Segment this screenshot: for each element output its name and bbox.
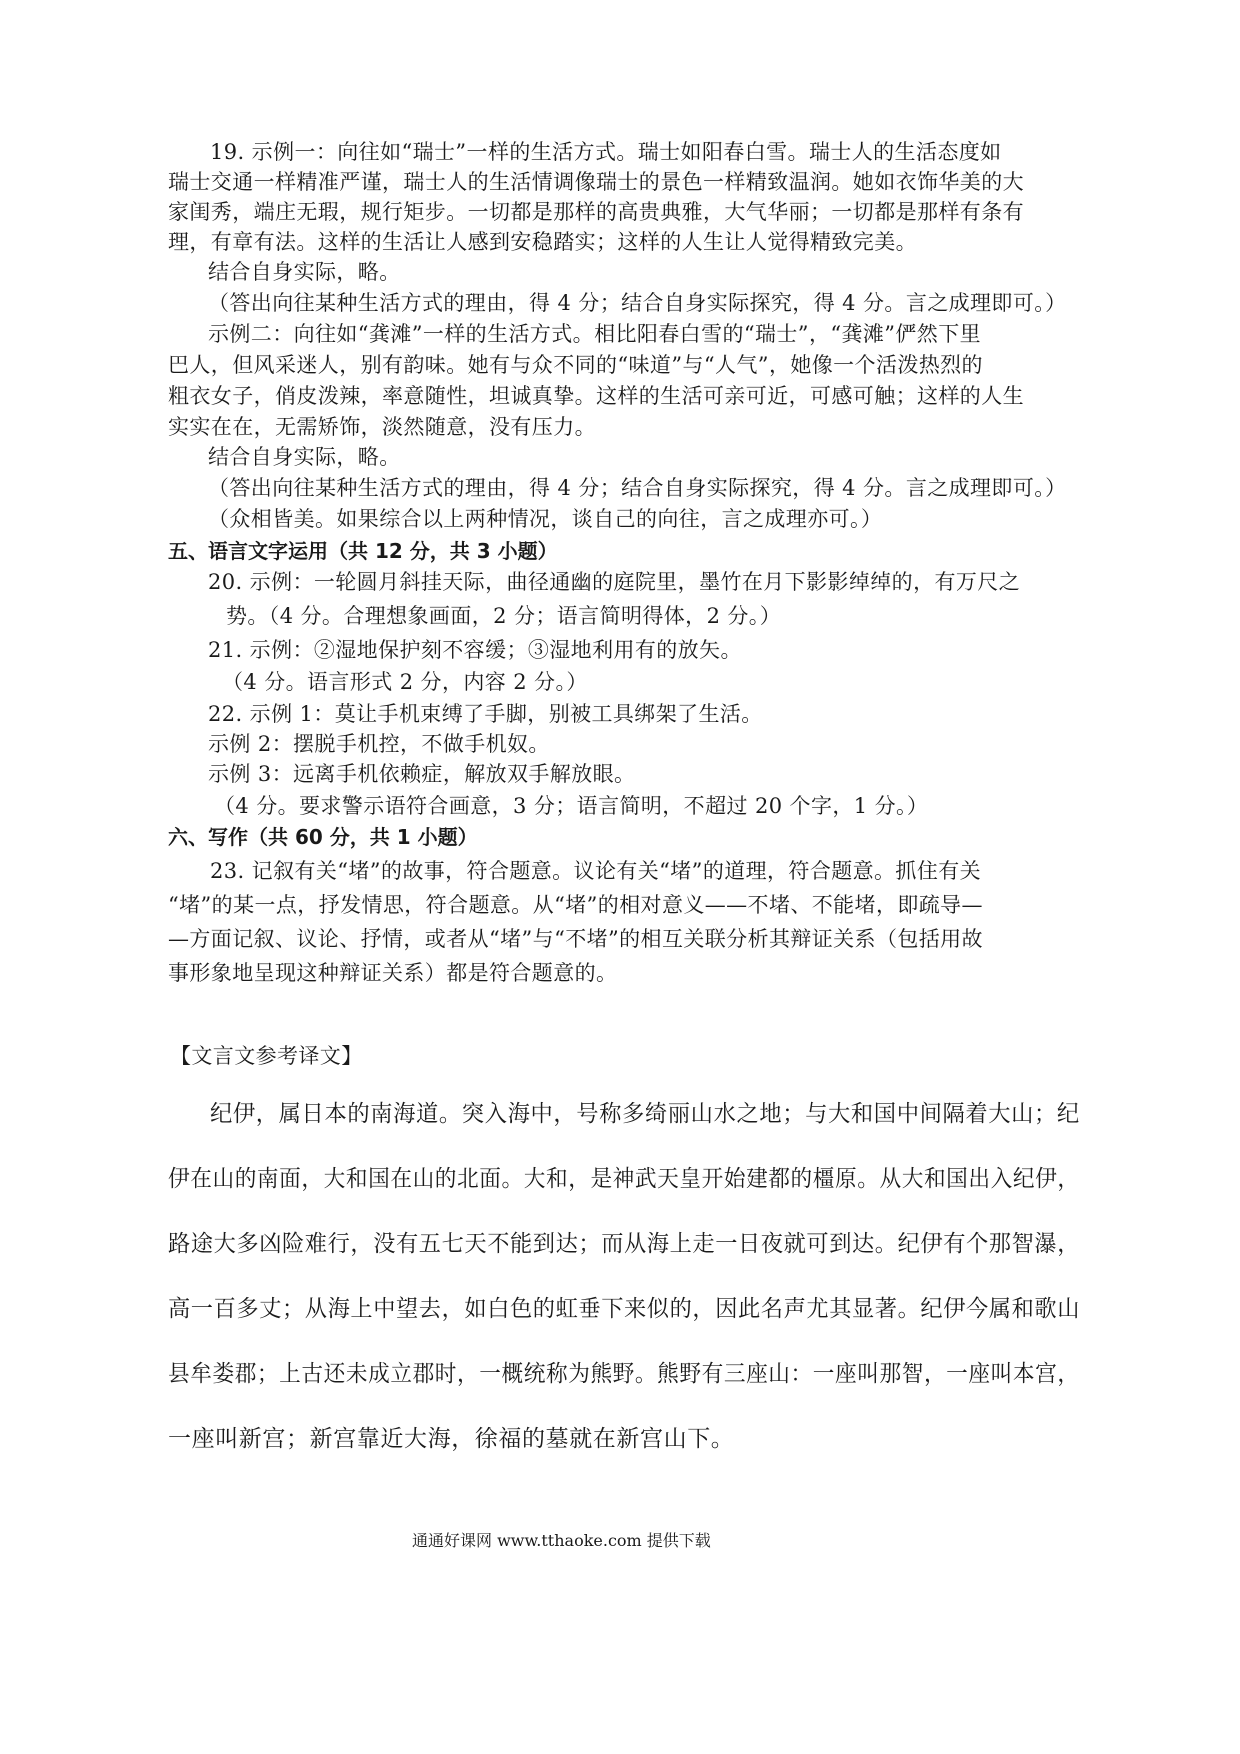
q19-line-1: 19. 示例一：向往如“瑞士”一样的生活方式。瑞士如阳春白雪。瑞士人的生活态度如 [210,140,1002,164]
q22-score: （4 分。要求警示语符合画意，3 分；语言简明，不超过 20 个字，1 分。） [214,794,929,818]
translation-line-1: 纪伊，属日本的南海道。突入海中，号称多绮丽山水之地；与大和国中间隔着大山；纪 [210,1101,1080,1127]
q20-line-1: 20. 示例：一轮圆月斜挂天际，曲径通幽的庭院里，墨竹在月下影影绰绰的，有万尺之 [208,570,1021,594]
translation-line-3: 路途大多凶险难行，没有五七天不能到达；而从海上走一日夜就可到达。纪伊有个那智瀑， [168,1231,1080,1257]
q21-line-1: 21. 示例：②湿地保护刻不容缓；③湿地利用有的放矢。 [208,638,742,662]
section-6-title: 六、写作（共 60 分，共 1 小题） [168,825,478,849]
translation-line-6: 一座叫新宫；新宫靠近大海，徐福的墓就在新宫山下。 [168,1426,735,1452]
q23-line-3: —方面记叙、议论、抒情，或者从“堵”与“不堵”的相互关联分析其辩证关系（包括用故 [168,927,983,951]
q19-note-1: 结合自身实际，略。 [208,260,401,284]
q19-score-1: （答出向往某种生活方式的理由，得 4 分；结合自身实际探究，得 4 分。言之成理即可。） [208,291,1067,315]
q19-line-3: 家闺秀，端庄无瑕，规行矩步。一切都是那样的高贵典雅，大气华丽；一切都是那样有条有 [168,200,1024,224]
translation-title: 【文言文参考译文】 [170,1044,363,1068]
section-5-title: 五、语言文字运用（共 12 分，共 3 小题） [168,539,558,563]
q19-note-2: 结合自身实际，略。 [208,445,401,469]
q23-line-2: “堵”的某一点，抒发情思，符合题意。从“堵”的相对意义——不堵、不能堵，即疏导— [168,893,983,917]
q19-note-3: （众相皆美。如果综合以上两种情况，谈自己的向往，言之成理亦可。） [208,507,883,531]
footer-download-note: 通通好课网 www.tthaoke.com 提供下载 [412,1531,711,1550]
q23-line-4: 事形象地呈现这种辩证关系）都是符合题意的。 [168,961,618,985]
q22-line-1: 22. 示例 1：莫让手机束缚了手脚，别被工具绑架了生活。 [208,702,763,726]
q19-line-2: 瑞士交通一样精准严谨，瑞士人的生活情调像瑞士的景色一样精致温润。她如衣饰华美的大 [168,170,1024,194]
q19-line-4: 理，有章有法。这样的生活让人感到安稳踏实；这样的人生让人觉得精致完美。 [168,230,917,254]
q19-line-7: 粗衣女子，俏皮泼辣，率意随性，坦诚真挚。这样的生活可亲可近，可感可触；这样的人生 [168,384,1024,408]
translation-line-2: 伊在山的南面，大和国在山的北面。大和，是神武天皇开始建都的橿原。从大和国出入纪伊， [168,1166,1080,1192]
q21-line-2: （4 分。语言形式 2 分，内容 2 分。） [222,670,588,694]
q20-line-2: 势。（4 分。合理想象画面，2 分；语言简明得体，2 分。） [226,604,782,628]
q23-line-1: 23. 记叙有关“堵”的故事，符合题意。议论有关“堵”的道理，符合题意。抓住有关 [210,859,982,883]
translation-line-5: 县牟娄郡；上古还未成立郡时，一概统称为熊野。熊野有三座山：一座叫那智，一座叫本宫， [168,1361,1080,1387]
translation-line-4: 高一百多丈；从海上中望去，如白色的虹垂下来似的，因此名声尤其显著。纪伊今属和歌山 [168,1296,1080,1322]
q22-line-2: 示例 2：摆脱手机控，不做手机奴。 [208,732,550,756]
q19-line-6: 巴人，但风采迷人，别有韵味。她有与众不同的“味道”与“人气”，她像一个活泼热烈的 [168,353,983,377]
q19-line-5: 示例二：向往如“龚滩”一样的生活方式。相比阳春白雪的“瑞士”，“龚滩”俨然下里 [208,322,982,346]
q22-line-3: 示例 3：远离手机依赖症，解放双手解放眼。 [208,762,636,786]
q19-line-8: 实实在在，无需矫饰，淡然随意，没有压力。 [168,415,596,439]
q19-score-2: （答出向往某种生活方式的理由，得 4 分；结合自身实际探究，得 4 分。言之成理即可。） [208,476,1067,500]
